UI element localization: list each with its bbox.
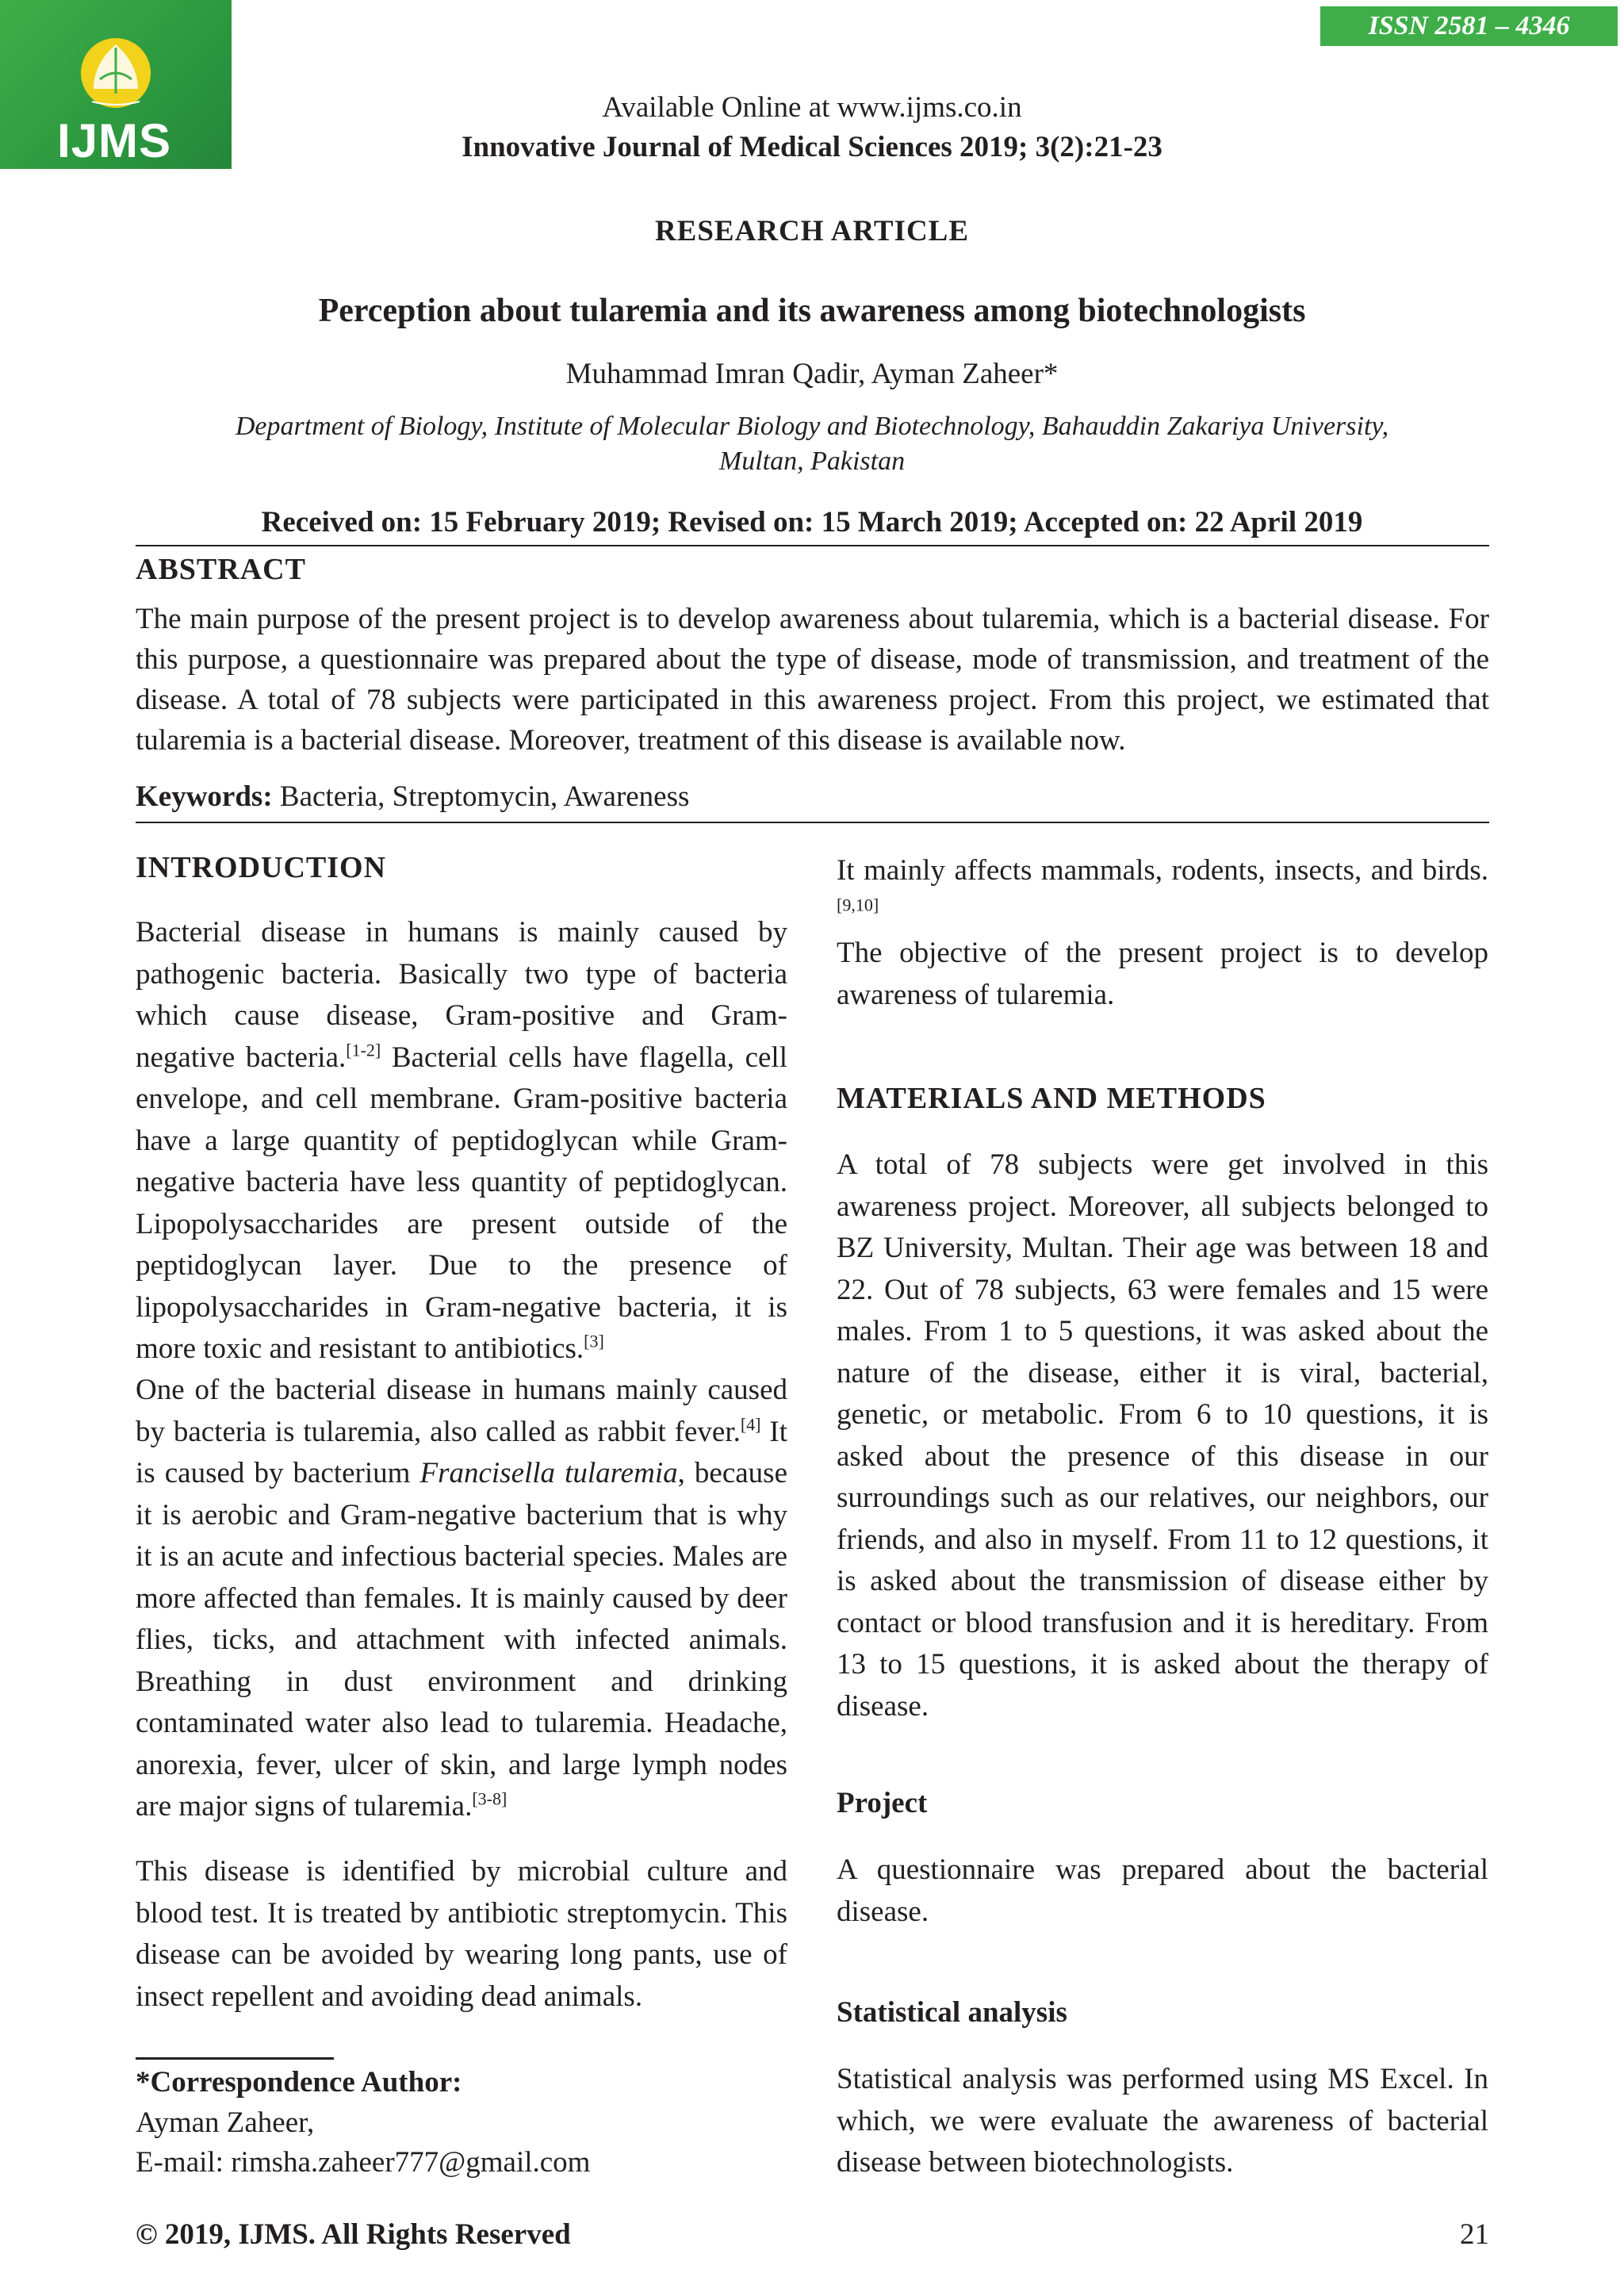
intro-paragraph-2: One of the bacterial disease in humans mainly caused by bacteria is tularemia, also called as rabbit fever.[4] It is caused by bacterium Francisella tularemia, because it is aerobic and Gram-negative bacterium that is why it is an acute and infectious bacterial species. Males are more affected than females. It is mainly caused by deer flies, ticks, and attachment with infected animals. Breathing in dust environment and drinking contaminated water also lead to tularemia. Headache, anorexia, fever, ulcer of skin, and large lymph nodes are major signs of tularemia.[3-8] (136, 1374, 787, 1823)
availability-line: Available Online at www.ijms.co.in (602, 91, 1022, 124)
citation: [3] (584, 1331, 604, 1351)
page-number: 21 (1460, 2218, 1489, 2251)
citation: [9,10] (837, 895, 879, 915)
article-type: RESEARCH ARTICLE (654, 215, 970, 247)
intro-paragraph-3: This disease is identified by microbial culture and blood test. It is treated by antibiotic streptomycin. This disease can be avoided by wearing long pants, use of insect repellent and avoiding dead animals. (136, 1855, 787, 2013)
project-heading: Project (837, 1787, 928, 1819)
statistics-text: Statistical analysis was performed using MS Excel. In which, we were evaluate the awareness of bacterial disease between biotechnologists. (837, 2063, 1488, 2179)
author-list: Muhammad Imran Qadir, Ayman Zaheer* (565, 358, 1059, 390)
project-text: A questionnaire was prepared about the bacterial disease. (837, 1853, 1488, 1928)
abstract-text: The main purpose of the present project is to develop awareness about tularemia, which is a bacterial disease. For this purpose, a questionnaire was prepared about the type of disease, mode of transmission, and treatment of the disease. A total of 78 subjects were participated in this awareness project. From this project, we estimated that tularemia is a bacterial disease. Moreover, treatment of this disease is available now. (136, 603, 1489, 757)
correspondence-name: Ayman Zaheer, (136, 2106, 315, 2139)
introduction-heading: INTRODUCTION (136, 851, 387, 884)
species-name: Francisella tularemia (419, 1457, 678, 1489)
divider (136, 545, 1489, 546)
keywords-label: Keywords: (136, 780, 273, 813)
logo-text: IJMS (57, 114, 172, 167)
article-title: Perception about tularemia and its awareness among biotechnologists (318, 293, 1306, 329)
affiliation-line-2: Multan, Pakistan (718, 447, 906, 476)
keywords-line (136, 780, 689, 814)
submission-dates: Received on: 15 February 2019; Revised on: 15 March 2019; Accepted on: 22 April 2019 (261, 506, 1363, 539)
intro-paragraph-5: The objective of the present project is to develop awareness of tularemia. (837, 937, 1488, 1011)
footnote-rule (136, 2057, 334, 2060)
copyright: © 2019, IJMS. All Rights Reserved (136, 2218, 571, 2251)
issn-badge: ISSN 2581 – 4346 (1320, 6, 1618, 46)
correspondence-email: E-mail: rimsha.zaheer777@gmail.com (136, 2146, 591, 2179)
journal-citation: Innovative Journal of Medical Sciences 2019; 3(2):21-23 (462, 131, 1162, 163)
methods-heading: MATERIALS AND METHODS (837, 1082, 1266, 1115)
methods-paragraph: A total of 78 subjects were get involved in this awareness project. Moreover, all subjects belonged to BZ University, Multan. Their age was between 18 and 22. Out of 78 subjects, 63 were females and 15 were males. From 1 to 5 questions, it was asked about the nature of the disease, either it is viral, bacterial, genetic, or metabolic. From 6 to 10 questions, it is asked about the presence of this disease in our surroundings such as our relatives, our neighbors, our friends, and also in myself. From 11 to 12 questions, it is asked about the transmission of disease either by contact or blood transfusion and it is hereditary. From 13 to 15 questions, it is asked about the therapy of disease. (837, 1148, 1488, 1723)
divider (136, 822, 1489, 823)
citation: [1-2] (346, 1040, 381, 1060)
statistics-heading: Statistical analysis (837, 1996, 1067, 2029)
citation: [3-8] (472, 1788, 508, 1809)
affiliation (135, 409, 1489, 479)
correspondence-heading: *Correspondence Author: (136, 2066, 462, 2099)
citation: [4] (740, 1414, 761, 1435)
intro-paragraph-1: Bacterial disease in humans is mainly caused by pathogenic bacteria. Basically two type of bacteria which cause disease, Gram-positive and Gram-negative bacteria.[1-2] Bacterial cells have flagella, cell envelope, and cell membrane. Gram-positive bacteria have a large quantity of peptidoglycan while Gram-negative bacteria have less quantity of peptidoglycan. Lipopolysaccharides are present outside of the peptidoglycan layer. Due to the presence of lipopolysaccharides in Gram-negative bacteria, it is more toxic and resistant to antibiotics.[3] (136, 916, 787, 1365)
affiliation-line-1: Department of Biology, Institute of Molecular Biology and Biotechnology, Bahauddin Zakariya University, (235, 412, 1389, 441)
abstract-heading: ABSTRACT (136, 553, 306, 586)
keywords-values: Bacteria, Streptomycin, Awareness (279, 780, 690, 813)
intro-paragraph-4: It mainly affects mammals, rodents, insects, and birds.[9,10] (837, 854, 1488, 915)
